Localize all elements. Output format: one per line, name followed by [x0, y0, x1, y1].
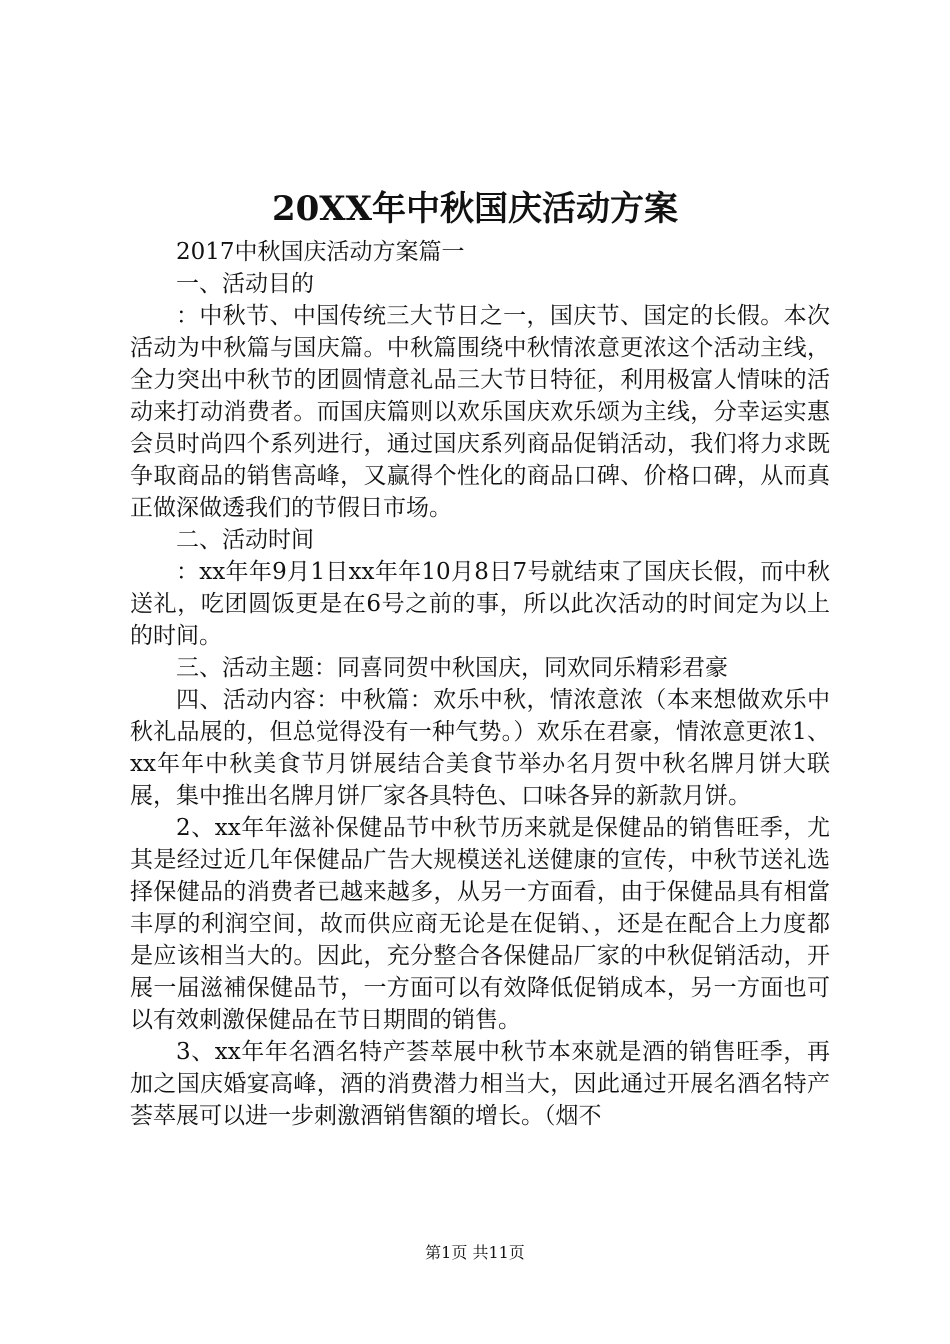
paragraph-purpose: ：中秋节、中国传统三大节日之一，国庆节、国定的长假。本次活动为中秋篇与国庆篇。中秋篇围绕中秋情浓意更浓这个活动主线，全力突出中秋节的团圆情意礼品三大节日特征，利用极富人情味的活动来打动消费者。而国庆篇则以欢乐国庆欢乐颂为主线，分幸运实惠会员时尚四个系列进行，通过国庆系列商品促销活动，我们将力求既争取商品的销售高峰，又赢得个性化的商品口碑、价格口碑，从而真正做深做透我们的节假日市场。 — [130, 303, 830, 521]
document-body — [130, 236, 830, 1132]
heading-activity-theme: 三、活动主题：同喜同贺中秋国庆，同欢同乐精彩君豪 — [176, 655, 728, 681]
page-number: 第1页 共11页 — [425, 1243, 525, 1262]
paragraph-health-products: 2、xx年年滋补保健品节中秋节历来就是保健品的销售旺季，尤其是经过近几年保健品广告大规模送礼送健康的宣传，中秋节送礼选择保健品的消费者已越来越多，从另一方面看，由于保健品具有相當丰厚的利润空间，故而供应商无论是在促销、，还是在配合上力度都是应该相当大的。因此，充分整合各保健品厂家的中秋促销活动，开展一届滋補保健品节，一方面可以有效降低促销成本，另一方面也可以有效刺激保健品在节日期間的销售。 — [130, 815, 830, 1033]
paragraph-content: 四、活动内容：中秋篇：欢乐中秋，情浓意浓（本来想做欢乐中秋礼品展的，但总觉得没有一种气势。）欢乐在君豪，情浓意更浓1、xx年年中秋美食节月饼展结合美食节举办名月贺中秋名牌月饼大联展，集中推出名牌月饼厂家各具特色、口味各异的新款月饼。 — [130, 687, 830, 809]
document-title: 20XX年中秋国庆活动方案 — [271, 189, 679, 229]
paragraph-wine-specialties: 3、xx年年名酒名特产荟萃展中秋节本來就是酒的销售旺季，再加之国庆婚宴高峰，酒的消费潜力相当大，因此通过开展名酒名特产荟萃展可以进一步刺激酒销售額的增长。（烟不 — [130, 1039, 830, 1129]
section-subtitle: 2017中秋国庆活动方案篇一 — [176, 239, 465, 265]
heading-activity-time: 二、活动时间 — [176, 527, 314, 553]
paragraph-time: ：xx年年9月1日xx年年10月8日7号就结束了国庆长假，而中秋送礼，吃团圆饭更是在6号之前的事，所以此次活动的时间定为以上的时间。 — [130, 559, 830, 649]
heading-activity-purpose: 一、活动目的 — [176, 271, 314, 297]
